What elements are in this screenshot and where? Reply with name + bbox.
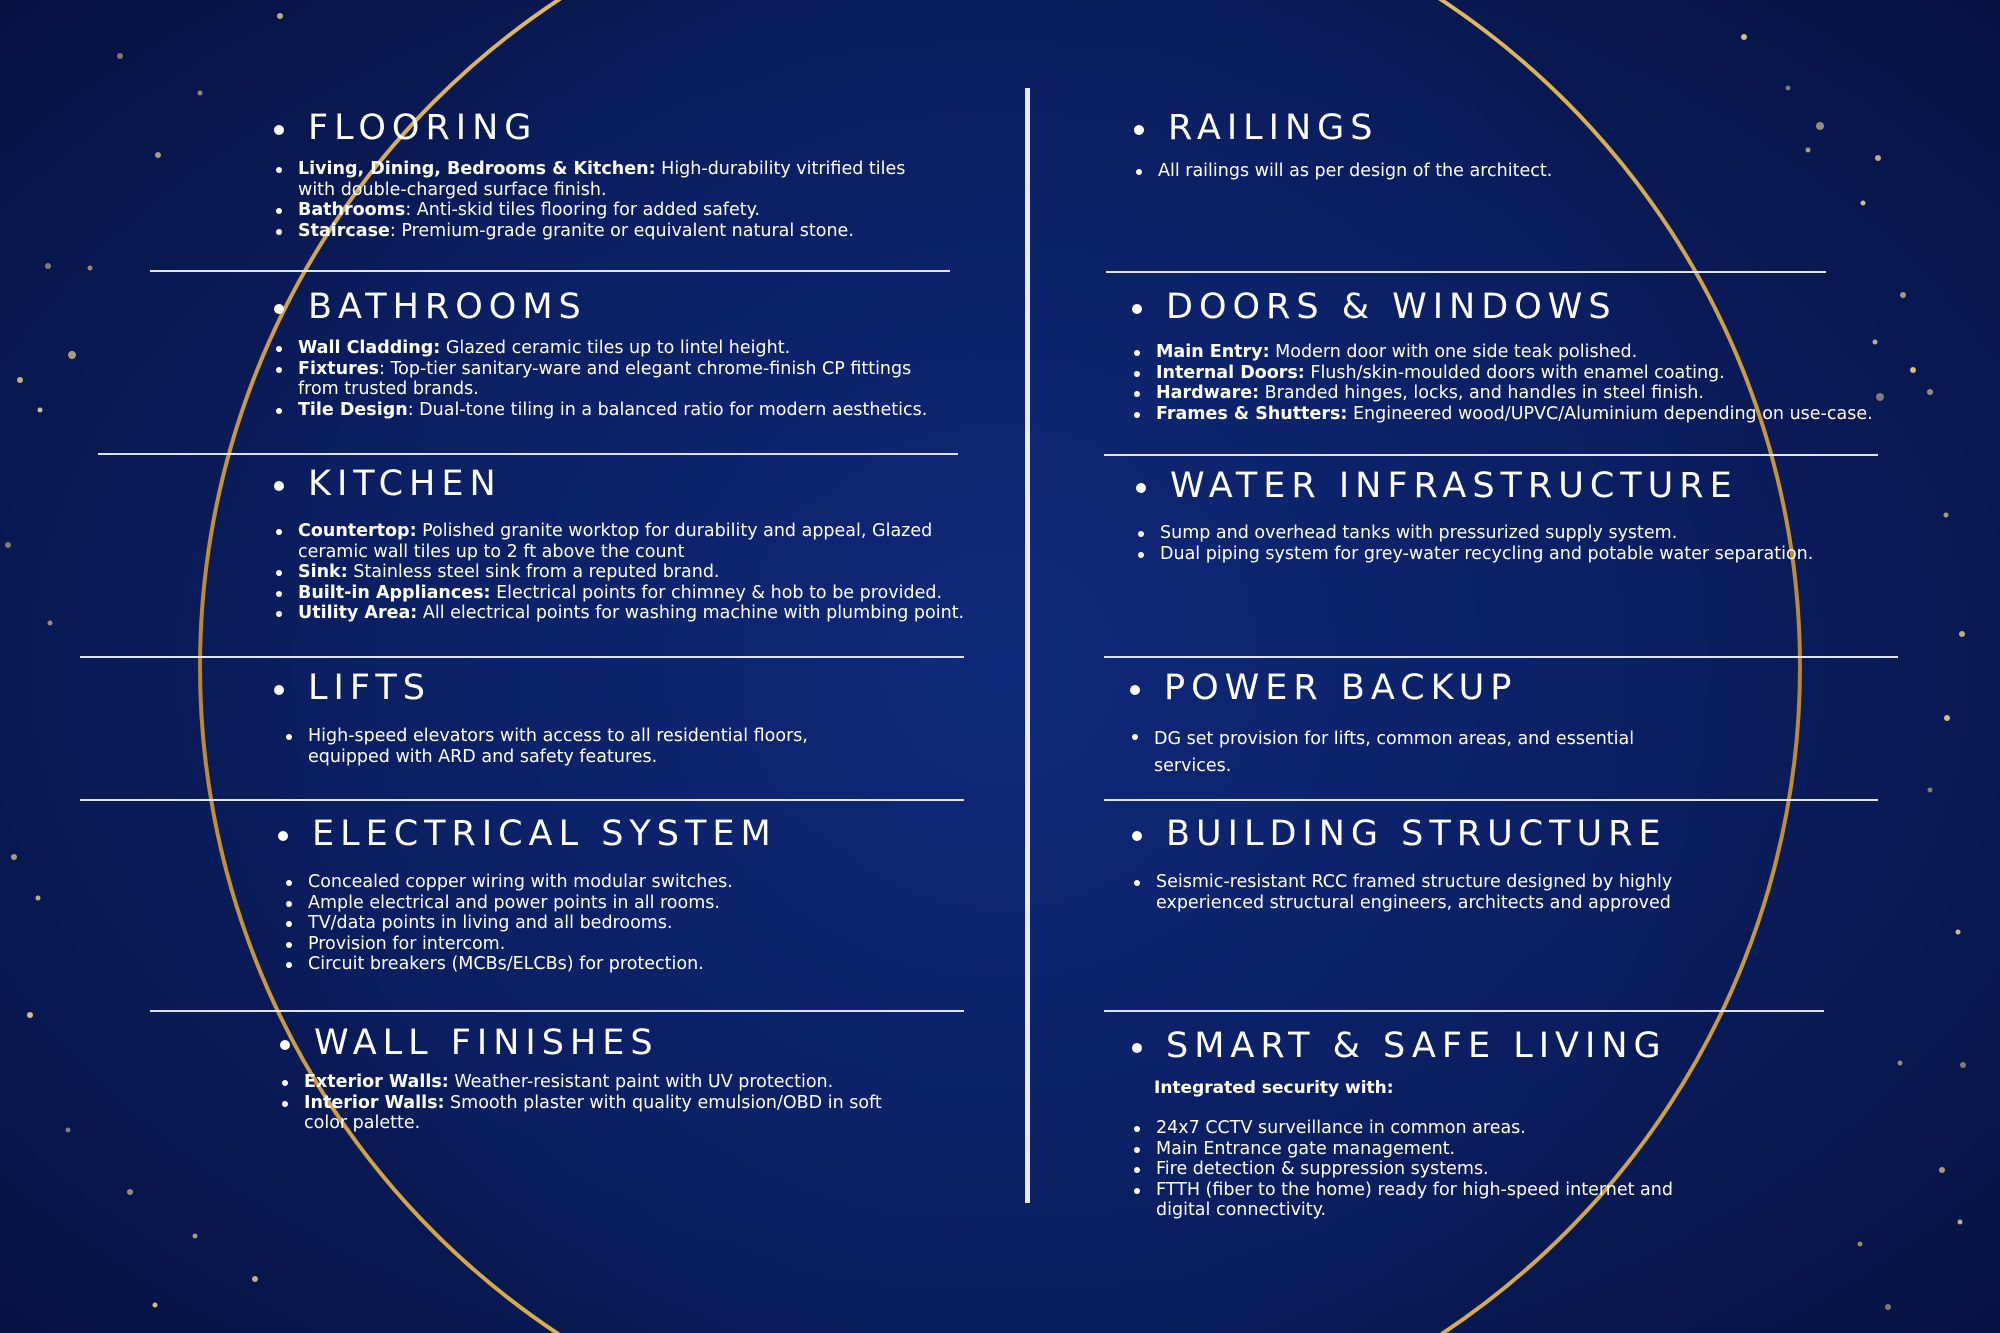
list-item: Fire detection & suppression systems. xyxy=(1132,1159,1673,1180)
star-dot xyxy=(17,377,23,383)
section-title: POWER BACKUP xyxy=(1164,668,1518,708)
list-item: Living, Dining, Bedrooms & Kitchen: High-durability vitrified tiles with double-charged surface finish. xyxy=(274,159,905,200)
divider-right-2 xyxy=(1104,454,1878,456)
divider-right-4 xyxy=(1104,799,1878,801)
star-dot xyxy=(1741,34,1747,40)
list-item: 24x7 CCTV surveillance in common areas. xyxy=(1132,1118,1673,1139)
list-item: High-speed elevators with access to all residential floors, equipped with ARD and safety features. xyxy=(284,726,808,767)
star-dot xyxy=(1910,367,1916,373)
list-item: FTTH (fiber to the home) ready for high-speed internet and digital connectivity. xyxy=(1132,1180,1673,1221)
star-dot xyxy=(36,896,41,901)
divider-left-1 xyxy=(150,270,950,272)
list-item: Interior Walls: Smooth plaster with quality emulsion/OBD in soft color palette. xyxy=(280,1093,882,1134)
list-item: Main Entrance gate management. xyxy=(1132,1139,1673,1160)
star-dot xyxy=(1885,1304,1891,1310)
list-item: Seismic-resistant RCC framed structure designed by highly experienced structural engineers, architects and approved xyxy=(1132,872,1672,913)
item-list xyxy=(274,159,905,241)
list-item: Bathrooms: Anti-skid tiles flooring for added safety. xyxy=(274,200,905,221)
divider-left-5 xyxy=(150,1010,964,1012)
divider-left-3 xyxy=(80,656,964,658)
section-title: WATER INFRASTRUCTURE xyxy=(1170,466,1738,506)
list-item: Dual piping system for grey-water recycling and potable water separation. xyxy=(1136,544,1813,565)
bullet-icon xyxy=(278,831,288,841)
star-dot xyxy=(1939,1167,1945,1173)
star-dot xyxy=(68,351,76,359)
item-list xyxy=(1132,342,1873,424)
star-dot xyxy=(1873,340,1878,345)
section-title: ELECTRICAL SYSTEM xyxy=(312,814,777,854)
star-dot xyxy=(1900,292,1906,298)
item-list xyxy=(1130,726,1634,780)
section-power-backup xyxy=(1130,668,1634,780)
list-item: Countertop: Polished granite worktop for durability and appeal, Glazed ceramic wall tiles up to 2 ft above the count xyxy=(274,521,964,562)
list-item: All railings will as per design of the architect. xyxy=(1134,161,1552,182)
item-list xyxy=(1132,872,1672,913)
bullet-icon xyxy=(1132,1043,1142,1053)
section-intro: Integrated security with: xyxy=(1154,1078,1394,1098)
list-item: Tile Design: Dual-tone tiling in a balanced ratio for modern aesthetics. xyxy=(274,400,927,421)
star-dot xyxy=(48,621,53,626)
item-list xyxy=(274,338,927,420)
section-title: WALL FINISHES xyxy=(314,1023,659,1063)
section-title: BUILDING STRUCTURE xyxy=(1166,814,1667,854)
bullet-icon xyxy=(1136,483,1146,493)
section-bathrooms xyxy=(274,287,927,420)
list-item: Sink: Stainless steel sink from a reputed brand. xyxy=(274,562,964,583)
section-flooring xyxy=(274,108,905,241)
list-item: Utility Area: All electrical points for washing machine with plumbing point. xyxy=(274,603,964,624)
section-kitchen xyxy=(274,464,964,624)
list-item: Built-in Appliances: Electrical points for chimney & hob to be provided. xyxy=(274,583,964,604)
divider-right-1 xyxy=(1106,271,1826,273)
bullet-icon xyxy=(274,481,284,491)
star-dot xyxy=(38,408,43,413)
section-title: LIFTS xyxy=(308,668,431,708)
star-dot xyxy=(45,263,51,269)
list-item: Concealed copper wiring with modular switches. xyxy=(284,872,733,893)
list-item: Sump and overhead tanks with pressurized supply system. xyxy=(1136,523,1813,544)
bullet-icon xyxy=(274,304,284,314)
section-lifts xyxy=(274,668,808,767)
star-dot xyxy=(1927,389,1933,395)
bullet-icon xyxy=(274,125,284,135)
list-item: Exterior Walls: Weather-resistant paint with UV protection. xyxy=(280,1072,882,1093)
list-item: Wall Cladding: Glazed ceramic tiles up to lintel height. xyxy=(274,338,927,359)
section-title: DOORS & WINDOWS xyxy=(1166,287,1617,327)
section-railings xyxy=(1134,108,1552,182)
bullet-icon xyxy=(1132,304,1142,314)
bullet-icon xyxy=(1132,831,1142,841)
star-dot xyxy=(153,1303,158,1308)
section-wall-finishes xyxy=(280,1023,882,1134)
list-item: TV/data points in living and all bedrooms. xyxy=(284,913,733,934)
star-dot xyxy=(1960,1062,1966,1068)
section-electrical xyxy=(278,814,777,975)
star-dot xyxy=(1944,513,1949,518)
star-dot xyxy=(1959,631,1965,637)
star-dot xyxy=(11,854,17,860)
item-list xyxy=(1134,161,1552,182)
star-dot xyxy=(1875,155,1881,161)
item-list xyxy=(1132,1118,1673,1221)
section-title: RAILINGS xyxy=(1168,108,1379,148)
list-item: Staircase: Premium-grade granite or equivalent natural stone. xyxy=(274,221,905,242)
section-building-structure xyxy=(1132,814,1672,913)
star-dot xyxy=(1928,788,1933,793)
star-dot xyxy=(1806,148,1811,153)
list-item: Frames & Shutters: Engineered wood/UPVC/Aluminium depending on use-case. xyxy=(1132,404,1873,425)
star-dot xyxy=(198,91,203,96)
list-item: Fixtures: Top-tier sanitary-ware and elegant chrome-finish CP fittings from trusted brands. xyxy=(274,359,927,400)
star-dot xyxy=(1816,122,1824,130)
star-dot xyxy=(117,53,123,59)
list-item: Main Entry: Modern door with one side teak polished. xyxy=(1132,342,1873,363)
divider-left-2 xyxy=(98,453,958,455)
star-dot xyxy=(66,1128,71,1133)
star-dot xyxy=(1944,715,1950,721)
section-title: BATHROOMS xyxy=(308,287,587,327)
star-dot xyxy=(127,1189,133,1195)
star-dot xyxy=(27,1012,33,1018)
divider-right-5 xyxy=(1104,1010,1824,1012)
list-item: Provision for intercom. xyxy=(284,934,733,955)
star-dot xyxy=(193,1234,198,1239)
item-list xyxy=(284,726,808,767)
bullet-icon xyxy=(1134,125,1144,135)
star-dot xyxy=(252,1276,258,1282)
section-title: SMART & SAFE LIVING xyxy=(1166,1026,1667,1066)
star-dot xyxy=(1858,1242,1863,1247)
item-list xyxy=(280,1072,882,1134)
list-item: Hardware: Branded hinges, locks, and handles in steel finish. xyxy=(1132,383,1873,404)
item-list xyxy=(274,521,964,624)
star-dot xyxy=(1898,1061,1903,1066)
star-dot xyxy=(1876,393,1884,401)
list-item: Ample electrical and power points in all rooms. xyxy=(284,893,733,914)
star-dot xyxy=(5,542,11,548)
star-dot xyxy=(1956,930,1961,935)
star-dot xyxy=(277,13,283,19)
item-list xyxy=(1136,523,1813,564)
divider-left-4 xyxy=(80,799,964,801)
bullet-icon xyxy=(1130,685,1140,695)
star-dot xyxy=(1958,1220,1963,1225)
section-doors-windows xyxy=(1132,287,1873,424)
list-item: Circuit breakers (MCBs/ELCBs) for protection. xyxy=(284,954,733,975)
item-list xyxy=(284,872,733,975)
star-dot xyxy=(1786,86,1791,91)
section-water xyxy=(1136,466,1813,564)
divider-right-3 xyxy=(1104,656,1898,658)
list-item: Internal Doors: Flush/skin-moulded doors with enamel coating. xyxy=(1132,363,1873,384)
center-divider xyxy=(1025,88,1030,1203)
section-smart-safe-living xyxy=(1132,1026,1673,1221)
bullet-icon xyxy=(280,1040,290,1050)
list-item: DG set provision for lifts, common areas, and essential services. xyxy=(1130,726,1634,780)
star-dot xyxy=(155,152,161,158)
bullet-icon xyxy=(274,685,284,695)
section-title: FLOORING xyxy=(308,108,538,148)
section-title: KITCHEN xyxy=(308,464,502,504)
star-dot xyxy=(1861,201,1866,206)
star-dot xyxy=(88,266,93,271)
